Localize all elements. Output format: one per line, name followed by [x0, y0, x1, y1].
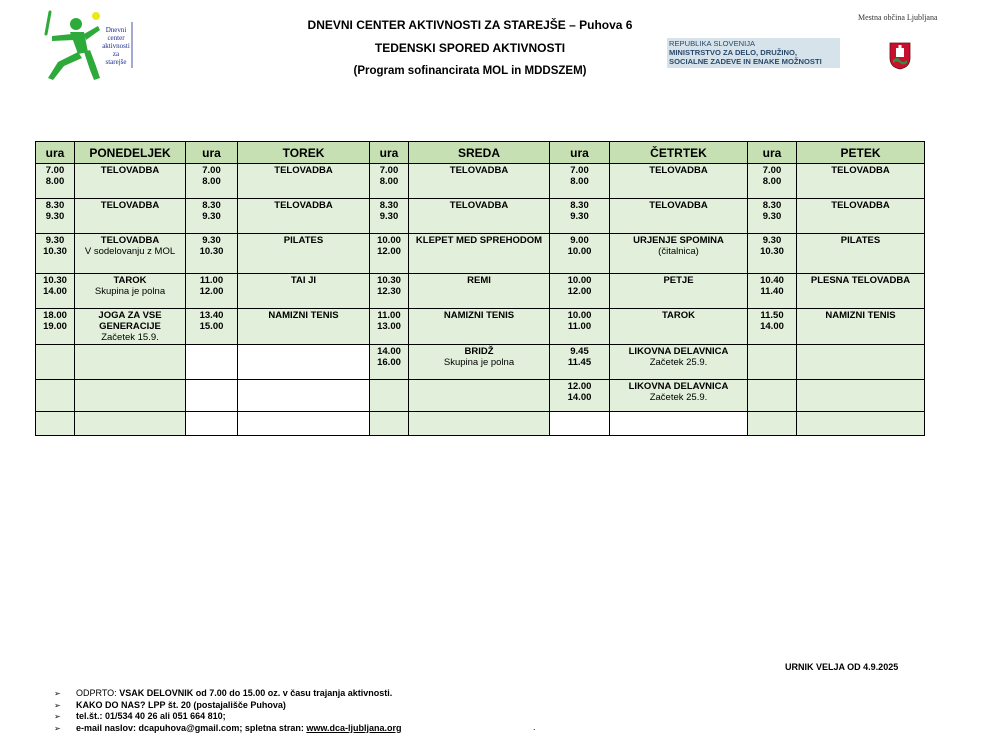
list-item: ➢ KAKO DO NAS? LPP št. 20 (postajališče Puhova)	[54, 700, 402, 712]
activity-name: TELOVADBA	[75, 200, 185, 211]
time-cell	[370, 164, 409, 199]
time-cell	[748, 234, 797, 274]
activity-cell	[409, 234, 550, 274]
end-time: 14.00	[36, 286, 74, 297]
activity-name: TELOVADBA	[238, 165, 369, 176]
start-time: 10.40	[748, 275, 796, 286]
activity-cell	[797, 380, 925, 412]
end-time: 11.45	[550, 357, 609, 368]
end-time: 14.00	[748, 321, 796, 332]
activity-cell	[797, 274, 925, 309]
start-time: 9.30	[36, 235, 74, 246]
time-cell	[36, 199, 75, 234]
time-cell	[186, 380, 238, 412]
activity-cell	[409, 412, 550, 436]
table-row	[36, 380, 925, 412]
start-time: 11.00	[370, 310, 408, 321]
valid-from: URNIK VELJA OD 4.9.2025	[785, 662, 898, 672]
time-cell	[550, 164, 610, 199]
start-time: 9.30	[186, 235, 237, 246]
activity-name: TELOVADBA	[409, 200, 549, 211]
time-cell	[550, 380, 610, 412]
info-list	[54, 688, 402, 734]
table-row	[36, 274, 925, 309]
activity-cell	[409, 164, 550, 199]
activity-name: TAI JI	[238, 275, 369, 286]
end-time: 10.30	[748, 246, 796, 257]
activity-cell	[75, 199, 186, 234]
time-cell	[36, 345, 75, 380]
end-time: 9.30	[36, 211, 74, 222]
activity-cell	[238, 164, 370, 199]
activity-cell	[610, 234, 748, 274]
activity-note: Skupina je polna	[409, 357, 549, 368]
activity-note: (čitalnica)	[610, 246, 747, 257]
activity-cell	[610, 412, 748, 436]
start-time: 10.00	[370, 235, 408, 246]
activity-name: LIKOVNA DELAVNICA	[610, 346, 747, 357]
start-time: 8.30	[550, 200, 609, 211]
end-time: 10.00	[550, 246, 609, 257]
activity-name: TELOVADBA	[610, 165, 747, 176]
activity-cell	[610, 309, 748, 345]
title-line-3: (Program sofinancirata MOL in MDDSZEM)	[270, 64, 670, 78]
time-cell	[370, 309, 409, 345]
end-time: 9.30	[370, 211, 408, 222]
activity-cell	[238, 234, 370, 274]
start-time: 7.00	[370, 165, 408, 176]
time-cell	[550, 309, 610, 345]
title-line-1: DNEVNI CENTER AKTIVNOSTI ZA STAREJŠE – Puhova 6	[270, 18, 670, 32]
activity-name: TELOVADBA	[797, 200, 924, 211]
time-cell	[550, 412, 610, 436]
activity-name: TELOVADBA	[75, 235, 185, 246]
time-cell	[550, 199, 610, 234]
activity-name: JOGA ZA VSE GENERACIJE	[75, 310, 185, 332]
activity-cell	[409, 309, 550, 345]
start-time: 8.30	[186, 200, 237, 211]
activity-cell	[610, 164, 748, 199]
table-row	[36, 309, 925, 345]
website-link[interactable]: www.dca-ljubljana.org	[306, 723, 401, 733]
header-friday: PETEK	[797, 142, 925, 164]
time-cell	[748, 345, 797, 380]
time-cell	[748, 274, 797, 309]
activity-cell	[610, 274, 748, 309]
activity-cell	[75, 164, 186, 199]
time-cell	[36, 380, 75, 412]
time-cell	[186, 309, 238, 345]
start-time: 11.00	[186, 275, 237, 286]
table-row	[36, 412, 925, 436]
activity-cell	[610, 345, 748, 380]
activity-name: PLESNA TELOVADBA	[797, 275, 924, 286]
activity-name: NAMIZNI TENIS	[409, 310, 549, 321]
activity-name: LIKOVNA DELAVNICA	[610, 381, 747, 392]
activity-cell	[797, 345, 925, 380]
end-time: 10.30	[36, 246, 74, 257]
activity-cell	[75, 412, 186, 436]
start-time: 7.00	[748, 165, 796, 176]
activity-name: URJENJE SPOMINA	[610, 235, 747, 246]
end-time: 14.00	[550, 392, 609, 403]
start-time: 14.00	[370, 346, 408, 357]
activity-cell	[238, 345, 370, 380]
trailing-dot: .	[533, 722, 536, 732]
activity-cell	[797, 164, 925, 199]
activity-cell	[238, 274, 370, 309]
start-time: 10.00	[550, 310, 609, 321]
time-cell	[36, 412, 75, 436]
time-cell	[370, 274, 409, 309]
time-cell	[748, 164, 797, 199]
logo-caption: Dnevni center aktivnosti za starejše	[96, 26, 136, 66]
activity-name: TELOVADBA	[75, 165, 185, 176]
time-cell	[748, 309, 797, 345]
activity-note: V sodelovanju z MOL	[75, 246, 185, 257]
activity-cell	[75, 345, 186, 380]
activity-cell	[75, 309, 186, 345]
end-time: 15.00	[186, 321, 237, 332]
start-time: 8.30	[36, 200, 74, 211]
activity-cell	[797, 412, 925, 436]
list-item: ➢ ODPRTO: VSAK DELOVNIK od 7.00 do 15.00 oz. v času trajanja aktivnosti.	[54, 688, 402, 700]
end-time: 11.00	[550, 321, 609, 332]
ministry-logo: REPUBLIKA SLOVENIJA MINISTRSTVO ZA DELO, DRUŽINO, SOCIALNE ZADEVE IN ENAKE MOŽNOSTI	[667, 38, 840, 68]
end-time: 12.00	[186, 286, 237, 297]
time-cell	[186, 345, 238, 380]
end-time: 10.30	[186, 246, 237, 257]
activity-cell	[238, 199, 370, 234]
activity-cell	[610, 380, 748, 412]
list-item: ➢ e-mail naslov: dcapuhova@gmail.com; spletna stran: www.dca-ljubljana.org	[54, 723, 402, 734]
end-time: 9.30	[186, 211, 237, 222]
header-ura: ura	[186, 142, 238, 164]
activity-name: TAROK	[75, 275, 185, 286]
activity-name: NAMIZNI TENIS	[238, 310, 369, 321]
start-time: 8.30	[370, 200, 408, 211]
end-time: 11.40	[748, 286, 796, 297]
activity-name: BRIDŽ	[409, 346, 549, 357]
start-time: 18.00	[36, 310, 74, 321]
time-cell	[550, 345, 610, 380]
header-ura: ura	[550, 142, 610, 164]
table-row	[36, 234, 925, 274]
activity-cell	[610, 199, 748, 234]
time-cell	[370, 199, 409, 234]
activity-cell	[409, 199, 550, 234]
start-time: 11.50	[748, 310, 796, 321]
time-cell	[36, 164, 75, 199]
activity-name: NAMIZNI TENIS	[797, 310, 924, 321]
activity-cell	[797, 234, 925, 274]
time-cell	[370, 234, 409, 274]
time-cell	[748, 380, 797, 412]
time-cell	[186, 234, 238, 274]
end-time: 8.00	[550, 176, 609, 187]
end-time: 9.30	[550, 211, 609, 222]
table-header-row	[36, 142, 925, 164]
end-time: 8.00	[748, 176, 796, 187]
end-time: 9.30	[748, 211, 796, 222]
table-row	[36, 345, 925, 380]
activity-name: TELOVADBA	[797, 165, 924, 176]
end-time: 19.00	[36, 321, 74, 332]
time-cell	[36, 309, 75, 345]
activity-cell	[238, 309, 370, 345]
end-time: 13.00	[370, 321, 408, 332]
end-time: 12.00	[550, 286, 609, 297]
time-cell	[186, 274, 238, 309]
start-time: 9.45	[550, 346, 609, 357]
time-cell	[36, 234, 75, 274]
activity-cell	[75, 274, 186, 309]
activity-name: KLEPET MED SPREHODOM	[409, 235, 549, 246]
time-cell	[748, 412, 797, 436]
list-item: ➢ tel.št.: 01/534 40 26 ali 051 664 810;	[54, 711, 402, 723]
time-cell	[748, 199, 797, 234]
activity-cell	[238, 412, 370, 436]
header-wednesday: SREDA	[409, 142, 550, 164]
activity-note: Začetek 25.9.	[610, 357, 747, 368]
header-ura: ura	[370, 142, 409, 164]
end-time: 12.00	[370, 246, 408, 257]
start-time: 13.40	[186, 310, 237, 321]
start-time: 9.30	[748, 235, 796, 246]
time-cell	[186, 412, 238, 436]
activity-cell	[75, 234, 186, 274]
activity-name: TELOVADBA	[610, 200, 747, 211]
page-title	[270, 18, 670, 78]
end-time: 8.00	[370, 176, 408, 187]
activity-cell	[409, 380, 550, 412]
table-row	[36, 199, 925, 234]
start-time: 10.30	[36, 275, 74, 286]
header-ura: ura	[748, 142, 797, 164]
end-time: 8.00	[36, 176, 74, 187]
activity-name: REMI	[409, 275, 549, 286]
time-cell	[186, 199, 238, 234]
activity-name: PILATES	[238, 235, 369, 246]
start-time: 7.00	[36, 165, 74, 176]
header-tuesday: TOREK	[238, 142, 370, 164]
schedule-table	[35, 141, 925, 436]
activity-name: TELOVADBA	[409, 165, 549, 176]
activity-name: PETJE	[610, 275, 747, 286]
time-cell	[186, 164, 238, 199]
end-time: 8.00	[186, 176, 237, 187]
activity-cell	[409, 274, 550, 309]
time-cell	[370, 412, 409, 436]
start-time: 10.00	[550, 275, 609, 286]
title-line-2: TEDENSKI SPORED AKTIVNOSTI	[270, 41, 670, 55]
activity-cell	[409, 345, 550, 380]
time-cell	[36, 274, 75, 309]
time-cell	[550, 274, 610, 309]
time-cell	[370, 380, 409, 412]
time-cell	[370, 345, 409, 380]
activity-cell	[797, 309, 925, 345]
end-time: 16.00	[370, 357, 408, 368]
activity-note: Skupina je polna	[75, 286, 185, 297]
start-time: 8.30	[748, 200, 796, 211]
start-time: 12.00	[550, 381, 609, 392]
header-monday: PONEDELJEK	[75, 142, 186, 164]
activity-cell	[75, 380, 186, 412]
activity-note: Začetek 25.9.	[610, 392, 747, 403]
activity-cell	[797, 199, 925, 234]
end-time: 12.30	[370, 286, 408, 297]
time-cell	[550, 234, 610, 274]
start-time: 10.30	[370, 275, 408, 286]
activity-name: TAROK	[610, 310, 747, 321]
header-ura: ura	[36, 142, 75, 164]
start-time: 9.00	[550, 235, 609, 246]
start-time: 7.00	[550, 165, 609, 176]
start-time: 7.00	[186, 165, 237, 176]
activity-name: TELOVADBA	[238, 200, 369, 211]
activity-name: PILATES	[797, 235, 924, 246]
ljubljana-crest-icon	[889, 42, 911, 70]
header-thursday: ČETRTEK	[610, 142, 748, 164]
activity-cell	[238, 380, 370, 412]
activity-note: Začetek 15.9.	[75, 332, 185, 343]
mol-label: Mestna občina Ljubljana	[858, 13, 948, 22]
table-row	[36, 164, 925, 199]
